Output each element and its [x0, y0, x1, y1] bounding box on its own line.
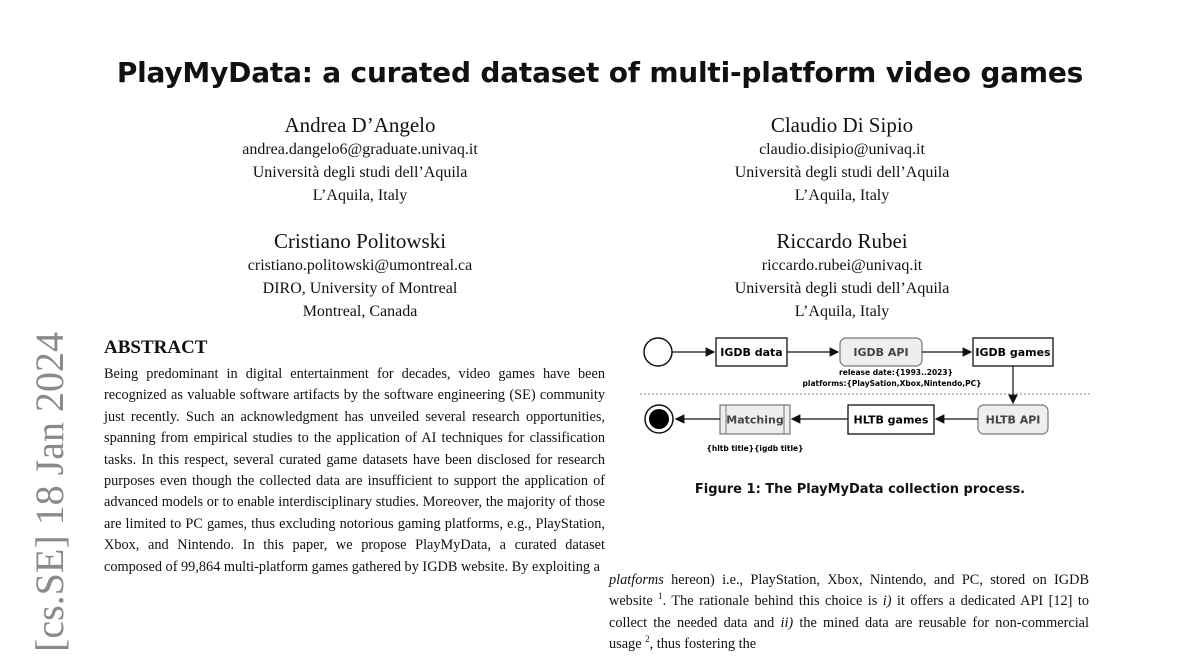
author-block-1 — [145, 112, 575, 207]
author-email: cristiano.politowski@umontreal.ca — [247, 257, 473, 274]
node-matching-label: Matching — [726, 413, 784, 427]
body-text-right — [609, 570, 1089, 656]
end-node-fill — [649, 409, 669, 429]
matching-label: {hltb title}{igdb title} — [706, 444, 804, 453]
node-hltb-api-label: HLTB API — [985, 413, 1041, 427]
enum-italic: i) — [882, 593, 892, 610]
author-email: andrea.dangelo6@graduate.univaq.it — [242, 141, 478, 158]
platforms-italic: platforms — [609, 572, 664, 588]
release-date-label: release date:{1993..2023} — [839, 368, 953, 377]
body-text-segment: hereon) i.e., PlayStation, Xbox, Nintendo, and PC, stored on IGDB website — [609, 572, 1089, 610]
author-location: L’Aquila, Italy — [794, 187, 890, 204]
enum-italic: ii) — [780, 614, 794, 631]
author-location: Montreal, Canada — [302, 303, 418, 320]
author-affiliation: Università degli studi dell’Aquila — [252, 164, 468, 181]
author-affiliation: Università degli studi dell’Aquila — [734, 164, 950, 181]
node-igdb-data-label: IGDB data — [720, 346, 783, 359]
body-text-segment: . The rationale behind this choice is — [662, 593, 883, 610]
paper-title: PlayMyData: a curated dataset of multi-platform video games — [116, 56, 1084, 89]
author-block-3 — [145, 228, 575, 323]
author-email: riccardo.rubei@univaq.it — [761, 257, 923, 274]
node-igdb-api-label: IGDB API — [853, 346, 909, 359]
author-block-2 — [627, 112, 1057, 207]
abstract-heading: ABSTRACT — [104, 337, 208, 358]
body-text-segment: , thus fostering the — [649, 636, 757, 653]
author-name: Cristiano Politowski — [273, 229, 447, 253]
author-name: Claudio Di Sipio — [770, 113, 914, 137]
node-hltb-games-label: HLTB games — [853, 413, 929, 427]
platforms-label: platforms:{PlaySation,Xbox,Nintendo,PC} — [802, 379, 982, 388]
author-block-4 — [627, 228, 1057, 323]
author-email: claudio.disipio@univaq.it — [759, 141, 925, 158]
author-location: L’Aquila, Italy — [794, 303, 890, 320]
figure-caption: Figure 1: The PlayMyData collection process. — [694, 482, 1026, 497]
abstract-text: Being predominant in digital entertainment for decades, video games have been recognized as valuable software artifacts by the software engineering (SE) community just recently. Such an acknowledgment has unveiled several research opportunities, spanning from empirical studies to the application of AI techniques for classification tasks. In this respect, several curated game datasets have been disclosed for research purposes even though the collected data are insufficient to support the application of advanced models or to enable interdisciplinary studies. Moreover, the majority of those are limited to PC games, thus excluding notorious gaming platforms, e.g., PlayStation, Xbox, and Nintendo. In this paper, we propose PlayMyData, a curated dataset composed of 99,864 multi-platform games gathered by IGDB website. By exploiting a — [104, 366, 605, 575]
author-location: L’Aquila, Italy — [312, 187, 408, 204]
arxiv-stamp: [cs.SE] 18 Jan 2024 — [27, 332, 72, 652]
body-text-segment: the mined data are reusable for non-commercial usage — [609, 614, 1089, 653]
footnote-ref: 2 — [645, 634, 650, 645]
figure-collection-process — [630, 330, 1090, 460]
node-igdb-games-label: IGDB games — [975, 346, 1051, 359]
author-name: Andrea D’Angelo — [284, 113, 436, 137]
body-text-segment: it offers a dedicated API [12] to collect the needed data and — [609, 593, 1089, 631]
flow-diagram — [630, 330, 1090, 460]
author-affiliation: DIRO, University of Montreal — [262, 280, 458, 297]
author-name: Riccardo Rubei — [776, 229, 908, 253]
start-node-icon — [644, 338, 672, 366]
author-affiliation: Università degli studi dell’Aquila — [734, 280, 950, 297]
footnote-ref: 1 — [658, 591, 663, 602]
